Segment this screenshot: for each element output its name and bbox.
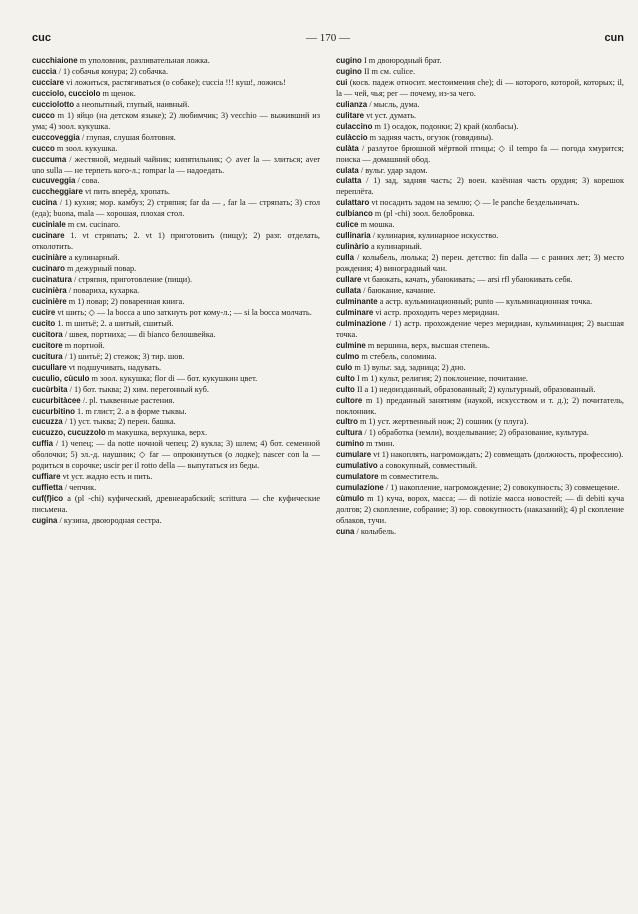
- entry-headword: cucitora: [32, 329, 63, 339]
- dictionary-entry: [336, 231, 624, 242]
- entry-definition: (косв. падеж относит. местоимения che); di — которого, которой, которых; il, la — чей, чья; per — почему, из-за чего.: [336, 77, 624, 98]
- entry-definition: / кулинария, кулинарное искусство.: [372, 231, 499, 241]
- dictionary-entry: [336, 275, 624, 286]
- entry-definition: vt баюкать, качать, убаюкивать; — arsi rfl убаюкивать себя.: [363, 275, 573, 285]
- dictionary-entry: [32, 286, 320, 297]
- entry-headword: cui: [336, 77, 348, 87]
- dictionary-entry: [336, 428, 624, 439]
- entry-definition: m зоол. кукушка; flor di — бот. кукушкин цвет.: [91, 373, 258, 383]
- entry-definition: vt пить вперёд, хропать.: [84, 187, 170, 197]
- entry-headword: cùmulo: [336, 494, 365, 504]
- dictionary-entry: [32, 308, 320, 319]
- entry-headword: cumulare: [336, 450, 372, 460]
- entry-definition: vt шить; ◇ — la bocca a uno заткнуть рот кому-л.; — si la bocca молчать.: [57, 307, 312, 317]
- entry-headword: cuffiare: [32, 472, 61, 482]
- dictionary-entry: [336, 352, 624, 363]
- entry-headword: cullinaria: [336, 231, 371, 241]
- dictionary-entry: [32, 176, 320, 187]
- entry-definition: m задняя часть, огузок (говядины).: [369, 132, 494, 142]
- dictionary-entry: [32, 275, 320, 286]
- dictionary-entry: [32, 319, 320, 330]
- dictionary-entry: [32, 341, 320, 352]
- entry-definition: m совместитель.: [380, 472, 439, 482]
- entry-definition: m зоол. кукушка.: [56, 143, 118, 153]
- dictionary-entry: [336, 209, 624, 220]
- entry-definition: / 1) чепец; — da notte ночной чепец; 2) кукла; 3) шлем; 4) бот. семенной оболочки; 5) эл.-д. наушник; ◇ far — опрокинуться (о лодке); nascer con la — родиться в сорочке; uscir per il rotto della — выпутаться из беды.: [32, 439, 320, 471]
- entry-headword: cucinièra: [32, 286, 67, 296]
- dictionary-entry: [336, 67, 624, 78]
- entry-headword: cucitore: [32, 340, 63, 350]
- dictionary-entry: [32, 67, 320, 78]
- entry-headword: culàta: [336, 143, 359, 153]
- entry-headword: cuccoveggia: [32, 132, 80, 142]
- dictionary-entry: [32, 144, 320, 155]
- entry-headword: cucuzzo, cucuzzolo: [32, 428, 106, 438]
- entry-definition: / 1) зад, задняя часть; 2) воен. казённая часть орудия; 3) корешок переплёта.: [336, 176, 624, 197]
- page-header: [32, 32, 624, 48]
- entry-headword: cuffia: [32, 439, 54, 449]
- dictionary-entry: [32, 198, 320, 220]
- dictionary-entry: [336, 385, 624, 396]
- entry-definition: 1. m глист; 2. a в форме тыквы.: [77, 406, 187, 416]
- dictionary-entry: [336, 122, 624, 133]
- dictionary-entry: [32, 417, 320, 428]
- dictionary-entry: [32, 155, 320, 177]
- entry-headword: cucùrbita: [32, 384, 68, 394]
- dictionary-entry: [336, 483, 624, 494]
- entry-headword: cultore: [336, 395, 363, 405]
- entry-headword: culbianco: [336, 209, 373, 219]
- dictionary-entry: [336, 242, 624, 253]
- entry-headword: cucurbitino: [32, 406, 75, 416]
- dictionary-entry: [32, 439, 320, 472]
- dictionary-entry: [336, 472, 624, 483]
- entry-headword: cumulativo: [336, 461, 378, 471]
- dictionary-entry: [32, 516, 320, 527]
- entry-definition: / кузина, двоюродная сестра.: [59, 516, 162, 526]
- entry-headword: cumino: [336, 439, 365, 449]
- entry-definition: vt посадить задом на землю; ◇ — le panche бездельничать.: [371, 198, 580, 208]
- dictionary-entry: [32, 253, 320, 264]
- entry-headword: cuciniàre: [32, 253, 67, 263]
- entry-headword: cumulatore: [336, 472, 379, 482]
- entry-headword: cucullare: [32, 362, 67, 372]
- entry-definition: vi астр. проходить через меридиан.: [375, 307, 500, 317]
- page-number: — 170 —: [306, 32, 350, 44]
- entry-headword: cucito: [32, 318, 56, 328]
- entry-headword: culmo: [336, 351, 360, 361]
- entry-headword: cucco: [32, 110, 55, 120]
- entry-headword: culinàrio: [336, 242, 369, 252]
- dictionary-entry: [32, 133, 320, 144]
- dictionary-entry: [32, 396, 320, 407]
- entry-definition: / баюкание, качание.: [363, 286, 436, 296]
- dictionary-entry: [336, 220, 624, 231]
- entry-headword: cucuveggia: [32, 176, 76, 186]
- dictionary-entry: [336, 100, 624, 111]
- entry-headword: culatta: [336, 176, 362, 186]
- dictionary-entry: [336, 527, 624, 538]
- dictionary-entry: [32, 220, 320, 231]
- entry-definition: a неопытный, глупый, наивный.: [76, 99, 190, 109]
- entry-definition: a (pl -chi) куфический, древнеарабский; scrittura — che куфические письмена.: [32, 494, 320, 515]
- dictionary-entry: [32, 352, 320, 363]
- entry-headword: cucciolotto: [32, 99, 75, 109]
- entry-headword: cullata: [336, 286, 361, 296]
- dictionary-entry: [336, 374, 624, 385]
- entry-definition: /. pl. тыквенные растения.: [82, 395, 175, 405]
- entry-definition: / разлутое брюшной мёртвой птицы; ◇ il tempo fa — погода хмурится; поиска — домашний обод.: [336, 143, 624, 164]
- entry-definition: m 1) преданный занятиям (наукой, искусством и т. д.); 2) почитатель, поклонник.: [336, 395, 624, 416]
- entry-headword: cuccuma: [32, 154, 67, 164]
- entry-headword: culmine: [336, 340, 366, 350]
- dictionary-entry: [336, 396, 624, 418]
- entry-headword: cucinare: [32, 231, 65, 241]
- entry-definition: vt подшучивать, надувать.: [68, 362, 162, 372]
- dictionary-entry: [336, 461, 624, 472]
- dictionary-entry: [336, 166, 624, 177]
- entry-definition: m портной.: [64, 340, 105, 350]
- entry-definition: II m см. culice.: [363, 66, 416, 76]
- dictionary-entry: [32, 363, 320, 374]
- entry-headword: culata: [336, 165, 359, 175]
- dictionary-entry: [336, 176, 624, 198]
- entry-headword: culminazione: [336, 318, 386, 328]
- entry-definition: m стебель, соломина.: [361, 351, 437, 361]
- entry-definition: vt 1) накоплять, нагромождать; 2) совмещать (должность, профессию).: [373, 450, 624, 460]
- entry-definition: 1. m шитьё; 2. a шитый, сшитый.: [57, 318, 174, 328]
- entry-definition: / стряпня, приготовление (пищи).: [73, 275, 193, 285]
- entry-headword: culo: [336, 362, 353, 372]
- dictionary-entry: [336, 439, 624, 450]
- entry-headword: cugina: [32, 516, 58, 526]
- entry-definition: / глупая, слушая болтовня.: [81, 132, 176, 142]
- entry-definition: m мошка.: [360, 220, 395, 230]
- dictionary-entry: [336, 286, 624, 297]
- entry-definition: / мысль, дума.: [369, 99, 420, 109]
- entry-headword: cucciare: [32, 77, 65, 87]
- dictionary-entry: [32, 89, 320, 100]
- dictionary-entry: [336, 198, 624, 209]
- dictionary-entry: [336, 450, 624, 461]
- entry-definition: / колыбель.: [356, 526, 397, 536]
- header-right-guide-word: cun: [604, 32, 624, 44]
- dictionary-entry: [32, 385, 320, 396]
- entry-definition: / швея, портниха; — di bianco белошвейка.: [64, 329, 216, 339]
- dictionary-entry: [32, 472, 320, 483]
- dictionary-entry: [32, 111, 320, 133]
- entry-headword: cugino: [336, 56, 362, 65]
- entry-headword: culattaro: [336, 198, 370, 208]
- dictionary-entry: [336, 494, 624, 527]
- dictionary-entry: [32, 231, 320, 253]
- entry-headword: cuffietta: [32, 483, 63, 493]
- entry-definition: / 1) шитьё; 2) стежок; 3) тир. шов.: [64, 351, 185, 361]
- entry-definition: / повариха, кухарка.: [68, 286, 140, 296]
- entry-definition: a совокупный, совместный.: [379, 461, 478, 471]
- entry-headword: cugino: [336, 66, 362, 76]
- dictionary-entry: [32, 56, 320, 67]
- entry-definition: a кулинарный.: [68, 253, 120, 263]
- entry-headword: cucinaro: [32, 264, 65, 274]
- left-column: [32, 56, 320, 906]
- dictionary-entry: [336, 253, 624, 275]
- entry-headword: cucurbitàcee: [32, 395, 81, 405]
- entry-definition: m вершина, верх, высшая степень.: [367, 340, 490, 350]
- dictionary-entry: [32, 428, 320, 439]
- entry-headword: cucchiaione: [32, 56, 78, 65]
- dictionary-entry: [336, 308, 624, 319]
- entry-headword: cuculio, cùculo: [32, 373, 90, 383]
- entry-headword: culianza: [336, 99, 368, 109]
- dictionary-entry: [32, 297, 320, 308]
- dictionary-entry: [32, 374, 320, 385]
- entry-headword: cuccia: [32, 66, 57, 76]
- entry-headword: cucco: [32, 143, 55, 153]
- right-column: [336, 56, 624, 906]
- dictionary-entry: [336, 297, 624, 308]
- dictionary-entry: [32, 483, 320, 494]
- entry-definition: m 1) куча, ворох, масса; — di notizie масса новостей; — di debiti куча долгов; 2) скопление, собрание; 3) юр. совокупность (наказаний); 4) pl скопление облаков, тучи.: [336, 494, 624, 526]
- entry-headword: culice: [336, 220, 359, 230]
- entry-headword: cucire: [32, 307, 56, 317]
- entry-definition: / 1) обработка (земли), возделывание; 2) образование, культура.: [364, 428, 589, 438]
- entry-definition: / 1) собачья конура; 2) собачка.: [58, 66, 169, 76]
- dictionary-entry: [336, 417, 624, 428]
- entry-definition: / вульг. удар задом.: [360, 165, 428, 175]
- dictionary-entry: [32, 330, 320, 341]
- entry-headword: culaccino: [336, 121, 373, 131]
- dictionary-entry: [32, 494, 320, 516]
- entry-definition: m (pl -chi) зоол. белобровка.: [374, 209, 475, 219]
- entry-definition: m 1) повар; 2) поваренная книга.: [68, 296, 185, 306]
- dictionary-entry: [32, 100, 320, 111]
- entry-definition: m 1) яйцо (на детском языке); 2) любимчик; 3) vecchio — выживший из ума; 4) зоол. кукушка.: [32, 110, 320, 131]
- dictionary-entry: [336, 341, 624, 352]
- header-left-guide-word: cuc: [32, 32, 51, 44]
- entry-headword: cucinatura: [32, 275, 72, 285]
- dictionary-entry: [336, 319, 624, 341]
- entry-definition: / колыбель, люлька; 2) перен. детство: fin dalla — с ранних лет; 3) место рождения; 4) виноградный чан.: [336, 253, 624, 274]
- entry-definition: a кулинарный.: [370, 242, 422, 252]
- entry-definition: vi ложиться, растягиваться (о собаке); cuccia !!! куш!, ложись!: [66, 77, 286, 87]
- entry-headword: cultro: [336, 417, 358, 427]
- entry-headword: cuccheggiare: [32, 187, 83, 197]
- entry-headword: culminante: [336, 296, 378, 306]
- entry-definition: m 1) уст. жертвенный нож; 2) сошник (у плуга).: [360, 417, 529, 427]
- entry-headword: culto: [336, 373, 355, 383]
- dictionary-entry: [336, 111, 624, 122]
- entry-definition: m дежурный повар.: [66, 264, 137, 274]
- entry-headword: cuf(f)ico: [32, 494, 64, 504]
- entry-definition: vt уст. жадно есть и пить.: [62, 472, 153, 482]
- dictionary-entry: [336, 78, 624, 100]
- dictionary-entry: [32, 78, 320, 89]
- entry-definition: / 1) уст. тыква; 2) перен. башка.: [64, 417, 176, 427]
- entry-definition: m тмин.: [366, 439, 395, 449]
- entry-headword: cuna: [336, 526, 355, 536]
- dictionary-entry: [32, 407, 320, 418]
- dictionary-entry: [32, 264, 320, 275]
- entry-definition: m макушка, верхушка, верх.: [107, 428, 208, 438]
- dictionary-entry: [336, 144, 624, 166]
- dictionary-entry: [336, 56, 624, 67]
- dictionary-entry: [336, 133, 624, 144]
- entry-headword: cucuzza: [32, 417, 63, 427]
- entry-definition: a астр. кульминационный; punto — кульминационная точка.: [379, 296, 593, 306]
- entry-definition: / жестяной, медный чайник; кипятильник; ◇ aver la — злиться; aver uno sulla — не терпеть кого-л.; rompar la — надоедать.: [32, 154, 320, 175]
- dictionary-entry: [32, 187, 320, 198]
- entry-definition: m см. cucinaro.: [67, 220, 121, 230]
- entry-definition: / 1) бот. тыква; 2) хим. перегонный куб.: [69, 384, 209, 394]
- entry-headword: cullare: [336, 275, 362, 285]
- columns: [32, 56, 624, 906]
- entry-definition: 1. vt стряпать; 2. vt 1) приготовить (пищу); 2) разг. отделать, отколотить.: [32, 231, 320, 252]
- entry-headword: culàccio: [336, 132, 368, 142]
- entry-definition: m уполовник, разливательная ложка.: [79, 56, 210, 65]
- entry-definition: I m двоюродный брат.: [363, 56, 442, 65]
- entry-definition: m щенок.: [102, 88, 136, 98]
- dictionary-entry: [336, 363, 624, 374]
- entry-definition: / 1) кухня; мор. камбуз; 2) стряпня; far da — , far la — стряпать; 3) стол (еда); buona, mala — хорошая, плохая стол.: [32, 198, 320, 219]
- entry-definition: m 1) осадок, подонки; 2) край (колбасы).: [374, 121, 519, 131]
- entry-headword: cucciolo, cucciolo: [32, 88, 101, 98]
- entry-definition: / чепчик.: [64, 483, 97, 493]
- entry-definition: I m 1) культ, религия; 2) поклонение, почитание.: [356, 373, 528, 383]
- entry-headword: cucinière: [32, 296, 67, 306]
- entry-headword: culminare: [336, 307, 374, 317]
- entry-definition: / 1) накопление, нагромождение; 2) совокупность; 3) совмещение.: [385, 483, 620, 493]
- entry-definition: / сова.: [77, 176, 100, 186]
- entry-headword: cuciniale: [32, 220, 66, 230]
- entry-headword: cucina: [32, 198, 57, 208]
- entry-headword: cumulazione: [336, 483, 384, 493]
- entry-headword: culto: [336, 384, 355, 394]
- entry-definition: m 1) вульг. зад, задница; 2) дно.: [354, 362, 466, 372]
- entry-headword: culla: [336, 253, 354, 263]
- entry-headword: cultura: [336, 428, 363, 438]
- entry-definition: II a 1) недоизданный, образованный; 2) культурный, образованный.: [356, 384, 596, 394]
- entry-headword: cucitura: [32, 351, 63, 361]
- entry-headword: culitare: [336, 110, 365, 120]
- entry-definition: / 1) астр. прохождение через меридиан, кульминация; 2) высшая точка.: [336, 318, 624, 339]
- entry-definition: vt уст. думать.: [366, 110, 417, 120]
